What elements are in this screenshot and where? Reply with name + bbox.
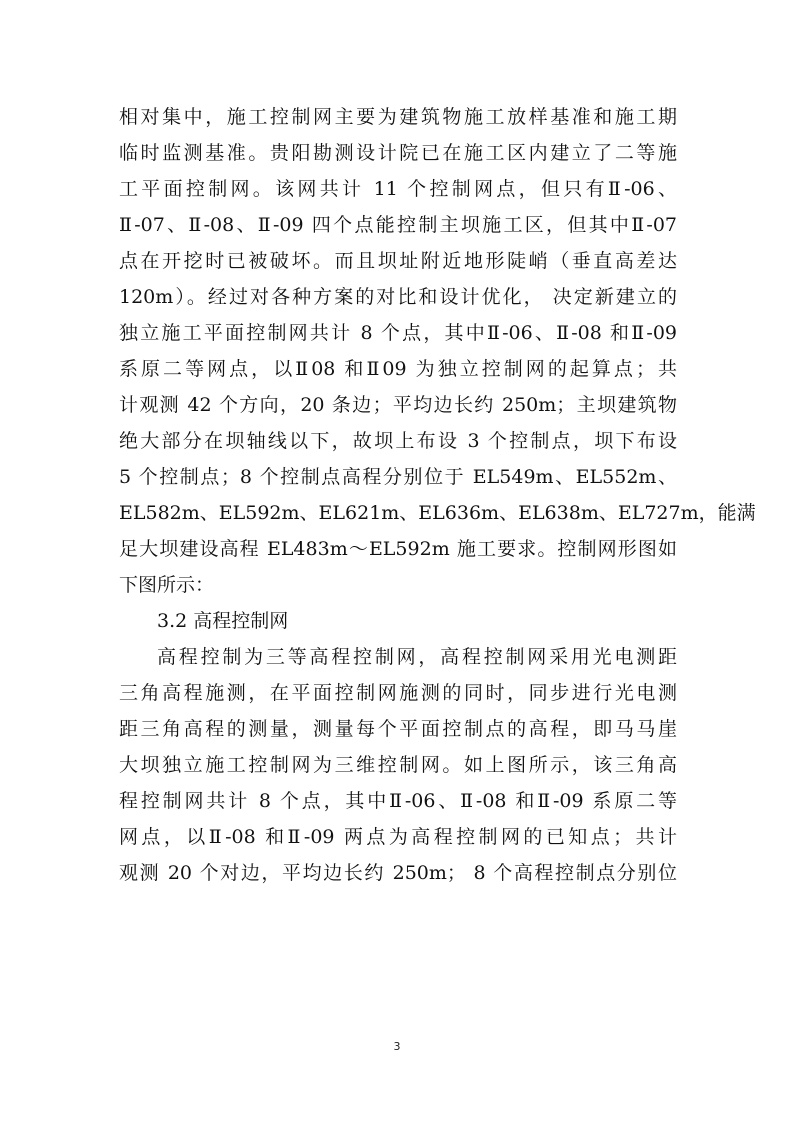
paragraph1-line: 相对集中，施工控制网主要为建筑物施工放样基准和施工期 — [119, 106, 677, 128]
page-number: 3 — [393, 1040, 401, 1053]
paragraph1-line: 5 个控制点；8 个控制点高程分别位于 EL549m、EL552m、 — [119, 466, 677, 488]
paragraph2-line: 程控制网共计 8 个点，其中Ⅱ-06、Ⅱ-08 和Ⅱ-09 系原二等 — [119, 790, 677, 812]
paragraph1-line: 计观测 42 个方向，20 条边；平均边长约 250m；主坝建筑物 — [119, 394, 677, 416]
paragraph1-line: 绝大部分在坝轴线以下，故坝上布设 3 个控制点，坝下布设 — [119, 430, 677, 452]
paragraph1-line: 120m）。经过对各种方案的对比和设计优化， 决定新建立的 — [119, 286, 677, 308]
paragraph1-line: 工平面控制网。该网共计 11 个控制网点，但只有Ⅱ-06、 — [119, 178, 677, 200]
paragraph2-line: 高程控制为三等高程控制网，高程控制网采用光电测距 — [157, 646, 677, 668]
paragraph1-line: Ⅱ-07、Ⅱ-08、Ⅱ-09 四个点能控制主坝施工区，但其中Ⅱ-07 — [119, 214, 677, 236]
paragraph1-line: 独立施工平面控制网共计 8 个点，其中Ⅱ-06、Ⅱ-08 和Ⅱ-09 — [119, 322, 677, 344]
paragraph1-line: 系原二等网点，以Ⅱ08 和Ⅱ09 为独立控制网的起算点；共 — [119, 358, 677, 380]
paragraph1-line: 下图所示： — [119, 574, 215, 596]
paragraph2-line: 网点，以Ⅱ-08 和Ⅱ-09 两点为高程控制网的已知点；共计 — [119, 826, 677, 848]
paragraph2-line: 观测 20 个对边，平均边长约 250m； 8 个高程控制点分别位 — [119, 862, 677, 884]
paragraph1-line: 点在开挖时已被破坏。而且坝址附近地形陡峭（垂直高差达 — [119, 250, 677, 272]
paragraph1-line: 足大坝建设高程 EL483m～EL592m 施工要求。控制网形图如 — [119, 538, 677, 560]
paragraph2-line: 三角高程施测，在平面控制网施测的同时，同步进行光电测 — [119, 682, 677, 704]
section-heading: 3.2 高程控制网 — [157, 610, 289, 632]
body-text — [119, 99, 756, 891]
paragraph1-line: EL582m、EL592m、EL621m、EL636m、EL638m、EL727m，能满 — [119, 502, 756, 524]
paragraph1-line: 临时监测基准。贵阳勘测设计院已在施工区内建立了二等施 — [119, 142, 677, 164]
paragraph2-line: 距三角高程的测量，测量每个平面控制点的高程，即马马崖 — [119, 718, 677, 740]
paragraph2-line: 大坝独立施工控制网为三维控制网。如上图所示，该三角高 — [119, 754, 677, 776]
